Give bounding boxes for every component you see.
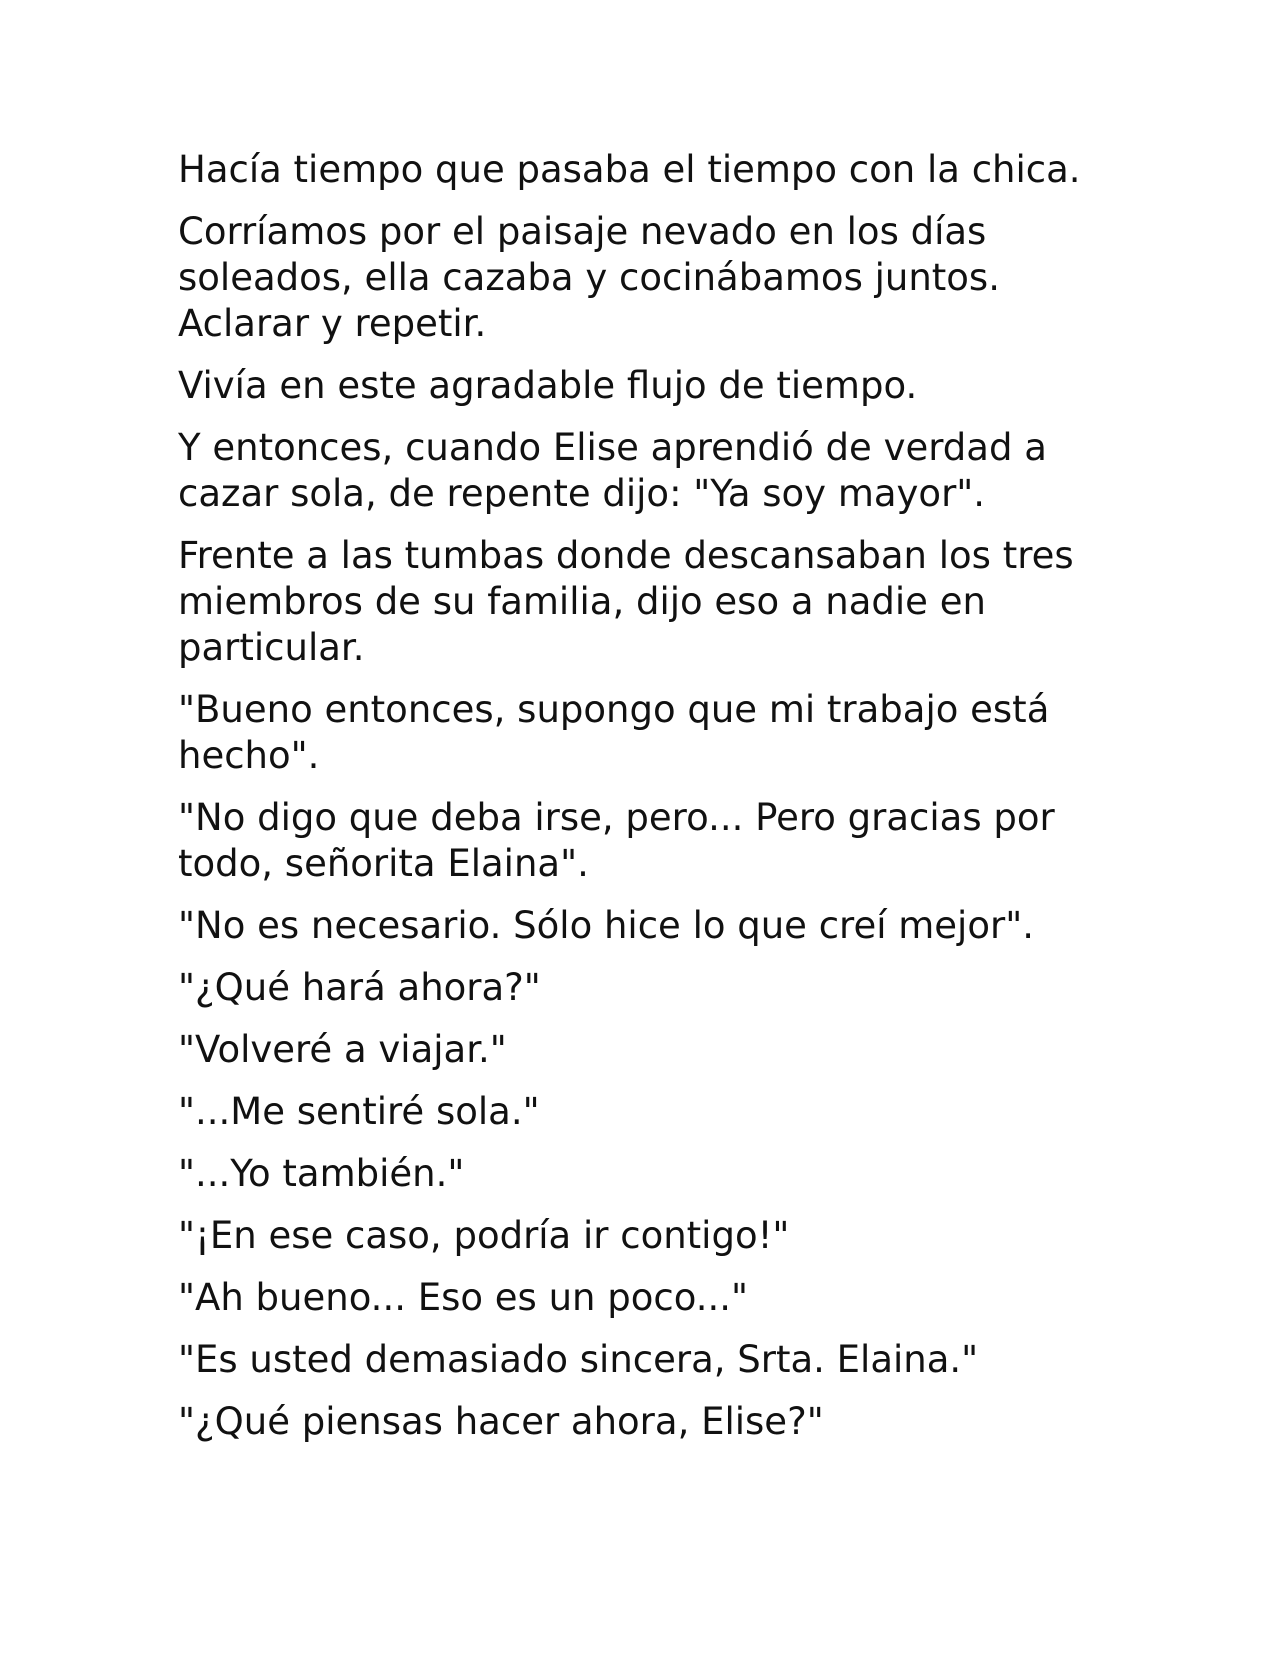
paragraph: Y entonces, cuando Elise aprendió de verdad a cazar sola, de repente dijo: "Ya soy mayor".: [178, 426, 1047, 515]
paragraph: "¿Qué piensas hacer ahora, Elise?": [178, 1400, 824, 1443]
paragraph: Vivía en este agradable flujo de tiempo.: [178, 364, 918, 407]
text-body: [178, 147, 1118, 1461]
paragraph: "Es usted demasiado sincera, Srta. Elaina.": [178, 1338, 979, 1381]
paragraph: "...Me sentiré sola.": [178, 1090, 540, 1133]
paragraph: "No es necesario. Sólo hice lo que creí mejor".: [178, 904, 1034, 947]
paragraph: "¡En ese caso, podría ir contigo!": [178, 1214, 790, 1257]
paragraph: Hacía tiempo que pasaba el tiempo con la chica.: [178, 148, 1081, 191]
paragraph: Frente a las tumbas donde descansaban los tres miembros de su familia, dijo eso a nadie en particular.: [178, 534, 1074, 669]
paragraph: Corríamos por el paisaje nevado en los días soleados, ella cazaba y cocinábamos juntos. Aclarar y repetir.: [178, 210, 1000, 345]
paragraph: "No digo que deba irse, pero... Pero gracias por todo, señorita Elaina".: [178, 796, 1055, 885]
paragraph: "...Yo también.": [178, 1152, 465, 1195]
paragraph: "Volveré a viajar.": [178, 1028, 507, 1071]
paragraph: "Bueno entonces, supongo que mi trabajo está hecho".: [178, 688, 1050, 777]
paragraph: "Ah bueno... Eso es un poco...": [178, 1276, 748, 1319]
paragraph: "¿Qué hará ahora?": [178, 966, 541, 1009]
